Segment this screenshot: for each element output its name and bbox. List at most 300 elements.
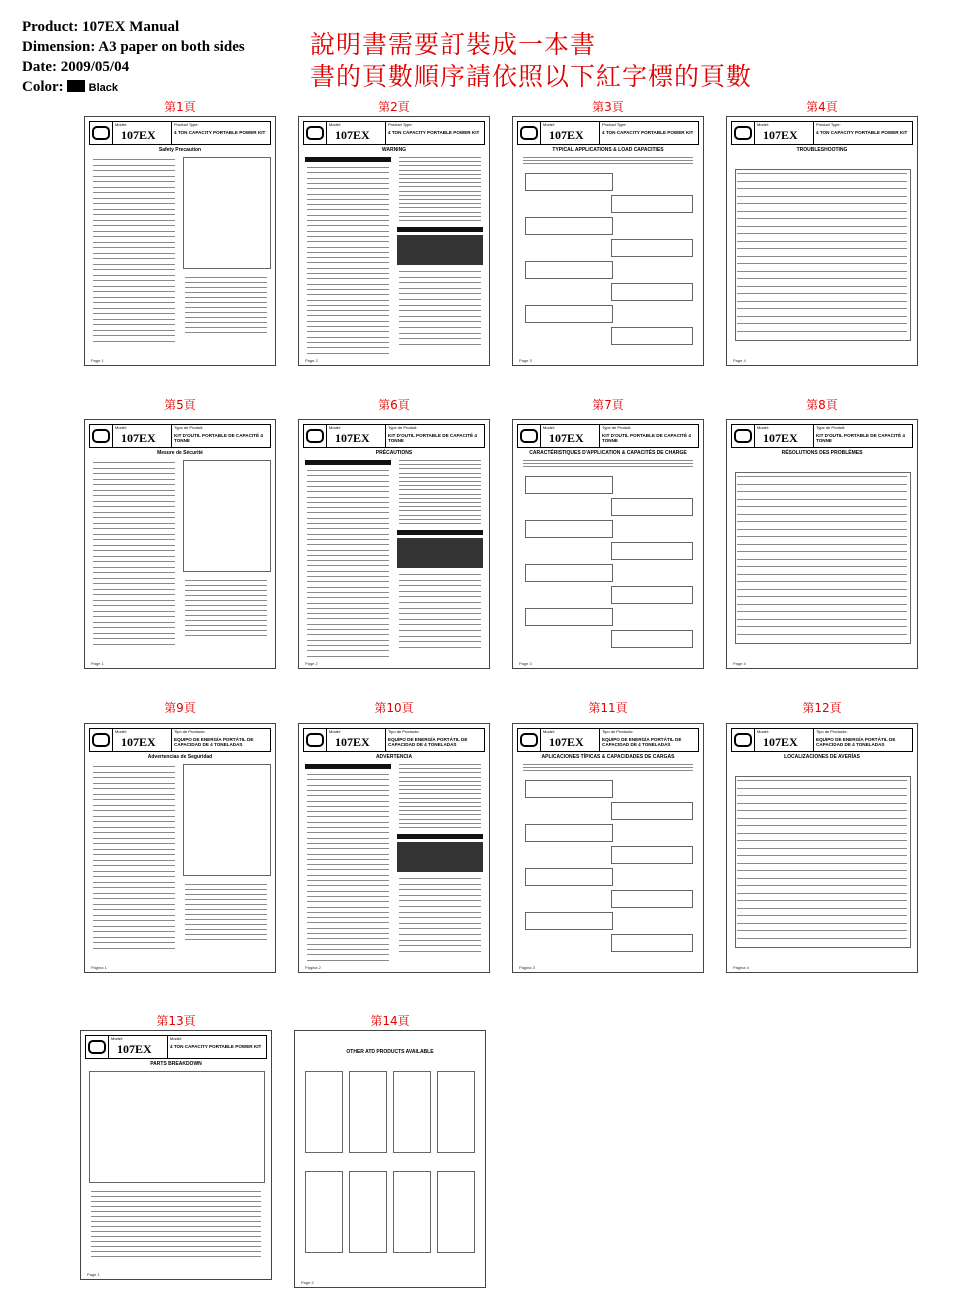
text-line [737, 893, 907, 894]
application-diagram [611, 542, 693, 560]
page-footer: Página 1 [91, 965, 107, 970]
text-line [307, 779, 389, 780]
text-line [737, 634, 907, 635]
text-line [307, 502, 389, 503]
text-line [523, 157, 693, 158]
text-line [737, 810, 907, 811]
text-line [399, 934, 481, 935]
type-value: KIT D'OUTIL PORTABLE DE CAPACITÉ 4 TONNE [816, 433, 905, 443]
type-value: EQUIPO DE ENERGÍA PORTÁTIL DE CAPACIDAD DE 4 TONELADAS [174, 737, 254, 747]
text-line [399, 889, 481, 890]
text-line [93, 181, 175, 182]
text-line [399, 928, 481, 929]
model-value: 107EX [335, 128, 370, 142]
text-line [737, 915, 907, 916]
text-line [307, 603, 389, 604]
text-line [93, 539, 175, 540]
text-line [307, 880, 389, 881]
text-line [307, 268, 389, 269]
text-line [737, 855, 907, 856]
text-line [185, 312, 267, 313]
model-cell [755, 122, 814, 144]
text-line [737, 795, 907, 796]
text-line [307, 550, 389, 551]
text-line [399, 481, 481, 482]
text-line [185, 292, 267, 293]
model-cell [113, 122, 172, 144]
text-line [523, 466, 693, 467]
type-cell [172, 729, 270, 751]
text-line [93, 915, 175, 916]
text-line [399, 199, 481, 200]
manual-page-thumbnail [80, 1030, 272, 1280]
text-line [307, 209, 389, 210]
type-label: Type de Produit: [174, 425, 204, 430]
text-line [185, 934, 267, 935]
application-diagram [525, 868, 613, 886]
text-line [93, 937, 175, 938]
text-line [185, 635, 267, 636]
text-line [185, 322, 267, 323]
manual-page-thumbnail [84, 723, 276, 973]
text-line [185, 580, 267, 581]
important-banner [397, 227, 483, 232]
text-line [93, 578, 175, 579]
text-line [737, 271, 907, 272]
text-line [307, 608, 389, 609]
text-line [93, 838, 175, 839]
text-line [93, 187, 175, 188]
text-line [185, 307, 267, 308]
page-footer: Página 2 [305, 965, 321, 970]
text-line [185, 889, 267, 890]
manual-page-thumbnail [84, 116, 276, 366]
text-line [307, 790, 389, 791]
section-heading: OTHER ATD PRODUCTS AVAILABLE [346, 1049, 434, 1055]
text-line [737, 286, 907, 287]
page-footer: Page 2 [301, 1280, 314, 1285]
product-image [437, 1171, 475, 1253]
text-line [93, 948, 175, 949]
type-cell [814, 729, 912, 751]
text-line [737, 885, 907, 886]
warranty-box [183, 764, 271, 876]
model-value: 107EX [121, 128, 156, 142]
text-line [307, 167, 389, 168]
text-line [307, 645, 389, 646]
text-line [399, 485, 481, 486]
logo-icon [732, 122, 755, 144]
text-line [399, 596, 481, 597]
section-heading: RÉSOLUTIONS DES PROBLÈMES [781, 450, 863, 456]
text-line [399, 327, 481, 328]
text-line [399, 195, 481, 196]
text-line [185, 282, 267, 283]
text-line [399, 810, 481, 811]
text-line [185, 909, 267, 910]
text-line [307, 960, 389, 961]
type-value: EQUIPO DE ENERGÍA PORTÁTIL DE CAPACIDAD DE 4 TONELADAS [388, 737, 468, 747]
page-number-label: 第4頁 [806, 100, 838, 114]
text-line [93, 545, 175, 546]
type-value: 4 TON CAPACITY PORTABLE POWER KIT [602, 130, 694, 135]
text-line [307, 928, 389, 929]
spec-dimension: Dimension: A3 paper on both sides [22, 39, 245, 55]
manual-page-thumbnail [726, 116, 918, 366]
text-line [399, 768, 481, 769]
spec-color [22, 78, 118, 97]
text-line [93, 280, 175, 281]
text-line [737, 484, 907, 485]
text-line [307, 183, 389, 184]
text-line [399, 781, 481, 782]
text-line [307, 236, 389, 237]
text-line [399, 174, 481, 175]
text-line [737, 604, 907, 605]
model-value: 107EX [121, 735, 156, 749]
text-line [307, 832, 389, 833]
text-line [399, 802, 481, 803]
text-line [307, 544, 389, 545]
text-line [307, 801, 389, 802]
text-line [399, 344, 481, 345]
manual-page-thumbnail [298, 116, 490, 366]
page-footer: Page 3 [519, 358, 532, 363]
text-line [307, 795, 389, 796]
text-line [307, 215, 389, 216]
logo-icon [90, 729, 113, 751]
text-line [93, 308, 175, 309]
model-label: Model: [543, 122, 556, 127]
text-line [307, 231, 389, 232]
logo-icon [732, 425, 755, 447]
important-box [397, 842, 483, 872]
text-line [307, 875, 389, 876]
text-line [737, 589, 907, 590]
text-line [737, 923, 907, 924]
section-heading: TROUBLESHOOTING [796, 147, 848, 153]
text-line [737, 188, 907, 189]
text-line [399, 827, 481, 828]
logo-icon [90, 122, 113, 144]
text-line [307, 252, 389, 253]
section-heading: TYPICAL APPLICATIONS & LOAD CAPACITIES [552, 147, 664, 153]
page-header [89, 728, 271, 752]
text-line [307, 864, 389, 865]
text-line [307, 806, 389, 807]
text-line [185, 277, 267, 278]
text-line [307, 523, 389, 524]
text-line [523, 460, 693, 461]
section-heading: WARNING [381, 147, 407, 153]
page-footer: Page 1 [91, 661, 104, 666]
text-line [737, 574, 907, 575]
text-line [399, 305, 481, 306]
text-line [737, 514, 907, 515]
text-line [399, 945, 481, 946]
parts-diagram [89, 1071, 265, 1183]
section-heading: Advertencias de Seguridad [147, 754, 213, 760]
text-line [93, 242, 175, 243]
text-line [93, 909, 175, 910]
text-line [737, 596, 907, 597]
text-line [737, 908, 907, 909]
type-value: 4 TON CAPACITY PORTABLE POWER KIT [174, 130, 266, 135]
text-line [523, 767, 693, 768]
text-line [93, 583, 175, 584]
text-line [399, 178, 481, 179]
text-line [737, 233, 907, 234]
text-line [307, 917, 389, 918]
text-line [93, 926, 175, 927]
text-line [93, 816, 175, 817]
text-line [93, 550, 175, 551]
text-line [307, 624, 389, 625]
page-number-label: 第12頁 [802, 701, 842, 715]
text-line [737, 878, 907, 879]
text-line [737, 203, 907, 204]
text-line [737, 581, 907, 582]
text-line [737, 293, 907, 294]
logo-icon [304, 729, 327, 751]
text-line [307, 859, 389, 860]
text-line [737, 803, 907, 804]
text-line [399, 917, 481, 918]
text-line [399, 613, 481, 614]
text-line [93, 523, 175, 524]
text-line [307, 565, 389, 566]
application-diagram [525, 780, 613, 798]
text-line [93, 534, 175, 535]
text-line [307, 822, 389, 823]
text-line [737, 278, 907, 279]
text-line [307, 938, 389, 939]
text-line [307, 539, 389, 540]
text-line [93, 247, 175, 248]
text-line [93, 176, 175, 177]
text-line [399, 170, 481, 171]
text-line [185, 615, 267, 616]
text-line [93, 341, 175, 342]
text-line [737, 529, 907, 530]
text-line [399, 806, 481, 807]
text-line [399, 468, 481, 469]
model-cell [113, 425, 172, 447]
text-line [307, 321, 389, 322]
model-cell [541, 729, 600, 751]
type-value: KIT D'OUTIL PORTABLE DE CAPACITÉ 4 TONNE [174, 433, 263, 443]
text-line [307, 225, 389, 226]
text-line [93, 893, 175, 894]
text-line [91, 1191, 261, 1192]
page-header [303, 424, 485, 448]
text-line [399, 460, 481, 461]
text-line [93, 572, 175, 573]
text-line [307, 194, 389, 195]
type-cell [386, 425, 484, 447]
section-heading: PARTS BREAKDOWN [150, 1061, 202, 1067]
logo-icon [304, 122, 327, 144]
text-line [399, 293, 481, 294]
text-line [399, 498, 481, 499]
text-line [399, 641, 481, 642]
model-label: Model: [115, 122, 128, 127]
text-line [185, 590, 267, 591]
text-line [91, 1231, 261, 1232]
page-number-label: 第11頁 [588, 701, 628, 715]
page-footer: Página 4 [733, 965, 749, 970]
product-image [305, 1171, 343, 1253]
model-cell [755, 425, 814, 447]
text-line [185, 919, 267, 920]
product-image [349, 1171, 387, 1253]
text-line [307, 470, 389, 471]
page-number-label: 第8頁 [806, 398, 838, 412]
text-line [737, 316, 907, 317]
text-line [307, 869, 389, 870]
type-cell [600, 729, 698, 751]
text-line [737, 521, 907, 522]
text-line [399, 299, 481, 300]
text-line [399, 494, 481, 495]
text-line [93, 203, 175, 204]
page-header [303, 121, 485, 145]
model-label: Model: [115, 729, 128, 734]
text-line [185, 595, 267, 596]
text-line [93, 783, 175, 784]
binding-instruction-line-2: 書的頁數順序請依照以下紅字標的頁數 [310, 62, 753, 91]
text-line [399, 798, 481, 799]
text-line [737, 825, 907, 826]
text-line [399, 580, 481, 581]
text-line [91, 1236, 261, 1237]
text-line [93, 220, 175, 221]
text-line [399, 602, 481, 603]
text-line [307, 331, 389, 332]
text-line [93, 484, 175, 485]
text-line [307, 597, 389, 598]
text-line [737, 181, 907, 182]
text-line [307, 497, 389, 498]
text-line [399, 191, 481, 192]
application-diagram [611, 239, 693, 257]
text-line [307, 518, 389, 519]
type-label: Tipo de Producto: [388, 729, 420, 734]
text-line [523, 770, 693, 771]
model-value: 107EX [763, 128, 798, 142]
model-cell [755, 729, 814, 751]
text-line [93, 225, 175, 226]
text-line [737, 900, 907, 901]
type-value: KIT D'OUTIL PORTABLE DE CAPACITÉ 4 TONNE [602, 433, 691, 443]
text-line [307, 172, 389, 173]
text-line [93, 269, 175, 270]
text-line [307, 785, 389, 786]
type-cell [172, 425, 270, 447]
text-line [307, 262, 389, 263]
model-cell [109, 1036, 168, 1058]
text-line [399, 789, 481, 790]
text-line [93, 170, 175, 171]
text-line [93, 313, 175, 314]
text-line [185, 884, 267, 885]
text-line [93, 594, 175, 595]
text-line [93, 231, 175, 232]
text-line [737, 551, 907, 552]
warning-banner [305, 157, 391, 162]
page-header [89, 121, 271, 145]
type-label: Product Type: [174, 122, 199, 127]
model-label: Model: [757, 425, 770, 430]
text-line [399, 316, 481, 317]
text-line [93, 627, 175, 628]
text-line [399, 647, 481, 648]
text-line [399, 951, 481, 952]
type-value: 4 TON CAPACITY PORTABLE POWER KIT [170, 1044, 262, 1049]
type-cell [168, 1036, 266, 1058]
text-line [93, 600, 175, 601]
text-line [91, 1226, 261, 1227]
text-line [307, 247, 389, 248]
text-line [307, 581, 389, 582]
model-cell [327, 425, 386, 447]
text-line [93, 766, 175, 767]
text-line [307, 178, 389, 179]
important-banner [397, 834, 483, 839]
text-line [307, 491, 389, 492]
text-line [185, 939, 267, 940]
page-number-label: 第3頁 [592, 100, 624, 114]
text-line [307, 294, 389, 295]
manual-page-thumbnail [294, 1030, 486, 1288]
text-line [93, 512, 175, 513]
text-line [307, 629, 389, 630]
type-value: 4 TON CAPACITY PORTABLE POWER KIT [388, 130, 480, 135]
text-line [737, 196, 907, 197]
text-line [307, 305, 389, 306]
text-line [93, 253, 175, 254]
text-line [399, 900, 481, 901]
text-line [93, 644, 175, 645]
text-line [93, 589, 175, 590]
text-line [399, 277, 481, 278]
text-line [399, 464, 481, 465]
model-label: Model: [757, 729, 770, 734]
text-line [93, 854, 175, 855]
application-diagram [525, 608, 613, 626]
text-line [399, 207, 481, 208]
text-line [91, 1201, 261, 1202]
text-line [307, 347, 389, 348]
text-line [307, 656, 389, 657]
text-line [93, 479, 175, 480]
text-line [523, 163, 693, 164]
text-line [185, 585, 267, 586]
page-footer: Page 2 [305, 661, 318, 666]
text-line [93, 501, 175, 502]
type-label: Tipo de Producto: [816, 729, 848, 734]
text-line [185, 894, 267, 895]
text-line [93, 805, 175, 806]
text-line [399, 477, 481, 478]
text-line [399, 203, 481, 204]
text-line [399, 271, 481, 272]
text-line [307, 592, 389, 593]
text-line [185, 287, 267, 288]
page-number-label: 第6頁 [378, 398, 410, 412]
application-diagram [525, 824, 613, 842]
text-line [307, 912, 389, 913]
